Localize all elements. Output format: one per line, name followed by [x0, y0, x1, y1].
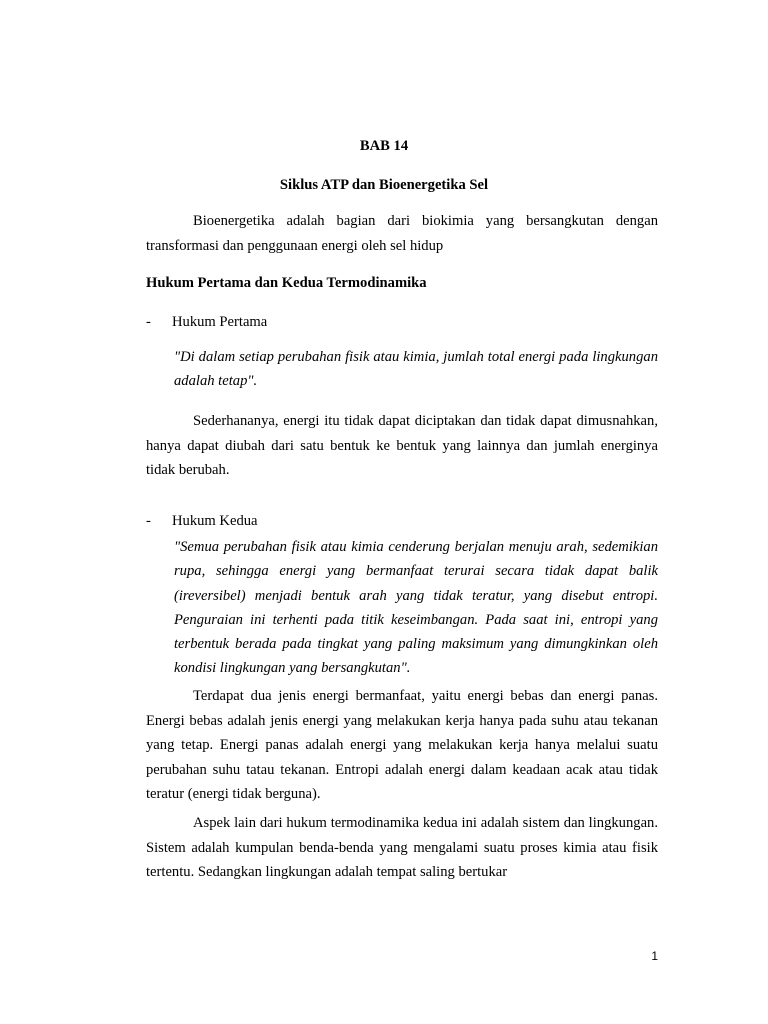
- law1-explanation: Sederhananya, energi itu tidak dapat diciptakan dan tidak dapat dimusnahkan, hanya dapat diubah dari satu bentuk ke bentuk yang lainnya dan jumlah energinya tidak berubah.: [146, 413, 658, 478]
- chapter-label: BAB 14: [359, 138, 409, 154]
- law2-quote: "Semua perubahan fisik atau kimia cenderung berjalan menuju arah, sedemikian rupa, sehingga energi yang bermanfaat terurai secara tidak dapat balik (ireversibel) menjadi bentuk arah yang tidak teratur, yang disebut entropi. Penguraian ini terhenti pada titik keseimbangan. Pada saat ini, entropi yang terbentuk berada pada tingkat yang paling maksimum yang dimungkinkan oleh kondisi lingkungan yang bersangkutan".: [174, 539, 658, 677]
- bullet-dash: -: [146, 314, 151, 330]
- law2-label: Hukum Kedua: [172, 513, 258, 529]
- law1-quote: "Di dalam setiap perubahan fisik atau kimia, jumlah total energi pada lingkungan adalah tetap".: [174, 349, 658, 390]
- law2-paragraph-2-text: Aspek lain dari hukum termodinamika kedua ini adalah sistem dan lingkungan. Sistem adalah kumpulan benda-benda yang mengalami suatu proses kimia atau fisik tertentu. Sedangkan lingkungan adalah tempat saling bertukar: [146, 815, 658, 880]
- page-number: 1: [651, 949, 658, 963]
- law2-paragraph-2: [146, 811, 658, 885]
- chapter-title: Siklus ATP dan Bioenergetika Sel: [279, 177, 489, 193]
- intro-paragraph: [146, 209, 658, 258]
- law1-explanation-paragraph: [146, 409, 658, 483]
- law1-bullet-item: [146, 315, 267, 330]
- law2-paragraph-1: [146, 684, 658, 807]
- intro-text: Bioenergetika adalah bagian dari biokimia yang bersangkutan dengan transformasi dan penggunaan energi oleh sel hidup: [146, 213, 658, 254]
- bullet-dash: -: [146, 513, 151, 529]
- law2-paragraph-1-text: Terdapat dua jenis energi bermanfaat, yaitu energi bebas dan energi panas. Energi bebas adalah jenis energi yang melakukan kerja hanya pada suhu atau tekanan yang tetap. Energi panas adalah energi yang melakukan kerja hanya melalui suatu perubahan suhu tatau tekanan. Entropi adalah energi dalam keadaan acak atau tidak teratur (energi tidak berguna).: [146, 688, 658, 802]
- section-heading: Hukum Pertama dan Kedua Termodinamika: [146, 275, 427, 291]
- law1-label: Hukum Pertama: [172, 314, 268, 330]
- law2-bullet-item: [146, 514, 258, 529]
